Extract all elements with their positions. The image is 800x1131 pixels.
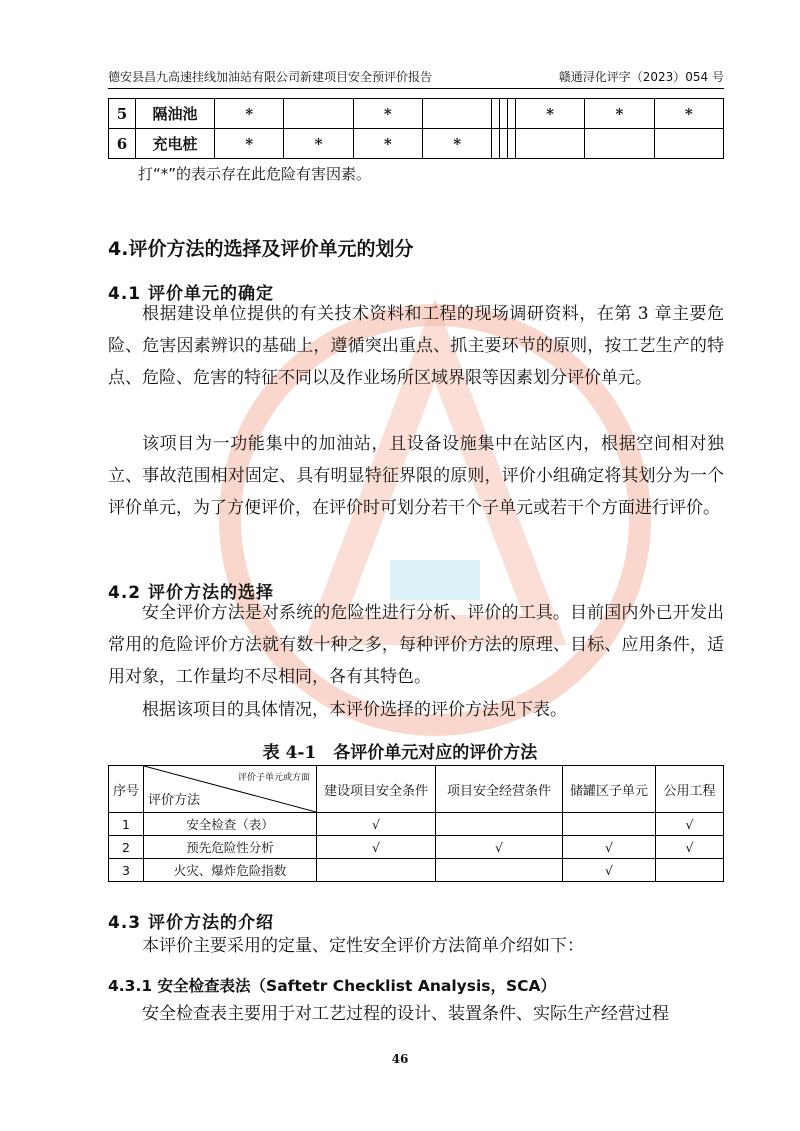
check-cell bbox=[317, 859, 436, 882]
table-row bbox=[109, 813, 724, 836]
table-header-row bbox=[109, 766, 724, 813]
row-method: 安全检查（表） bbox=[144, 813, 317, 836]
column-header: 储罐区子单元 bbox=[563, 766, 656, 813]
check-cell: √ bbox=[317, 813, 436, 836]
section-4-1-title: 4.1 评价单元的确定 bbox=[108, 284, 275, 304]
check-cell bbox=[656, 859, 724, 882]
table-row bbox=[109, 859, 724, 882]
row-number: 5 bbox=[109, 99, 136, 129]
check-cell: √ bbox=[656, 836, 724, 859]
check-cell: √ bbox=[563, 859, 656, 882]
row-method: 预先危险性分析 bbox=[144, 836, 317, 859]
section-4-title: 4.评价方法的选择及评价单元的划分 bbox=[108, 238, 414, 260]
check-cell bbox=[436, 859, 563, 882]
row-number: 1 bbox=[109, 813, 144, 836]
column-header-seq: 序号 bbox=[109, 766, 144, 813]
hazard-cell: * bbox=[423, 129, 492, 159]
table-row bbox=[109, 99, 724, 129]
page-header bbox=[108, 70, 724, 89]
table-row bbox=[109, 836, 724, 859]
diagonal-top-label: 评价子单元或方面 bbox=[237, 773, 310, 783]
row-method: 火灾、爆炸危险指数 bbox=[144, 859, 317, 882]
section-4-2-paragraph-2: 根据该项目的具体情况，本评价选择的评价方法见下表。 bbox=[142, 700, 567, 720]
section-4-2-title: 4.2 评价方法的选择 bbox=[108, 583, 275, 603]
evaluation-method-table bbox=[108, 765, 724, 882]
hazard-cell: * bbox=[515, 99, 584, 129]
hazard-cell bbox=[508, 99, 516, 129]
header-report-title: 德安县昌九高速挂线加油站有限公司新建项目安全预评价报告 bbox=[108, 70, 433, 84]
hazard-cell bbox=[492, 129, 500, 159]
hazard-cell bbox=[654, 129, 723, 159]
hazard-cell: * bbox=[284, 129, 353, 159]
hazard-cell bbox=[284, 99, 353, 129]
hazard-cell: * bbox=[654, 99, 723, 129]
section-4-1-paragraph-1: 根据建设单位提供的有关技术资料和工程的现场调研资料，在第 3 章主要危险、危害因素辨识的基础上，遵循突出重点、抓主要环节的原则，按工艺生产的特点、危险、危害的特征不同以及作业场所区域界限等因素划分评价单元。 bbox=[108, 304, 724, 388]
row-name: 隔油池 bbox=[136, 99, 215, 129]
hazard-cell bbox=[500, 99, 508, 129]
check-cell bbox=[563, 813, 656, 836]
hazard-cell bbox=[423, 99, 492, 129]
row-name: 充电桩 bbox=[136, 129, 215, 159]
hazard-cell: * bbox=[353, 99, 422, 129]
section-4-3-paragraph-1: 本评价主要采用的定量、定性安全评价方法简单介绍如下： bbox=[142, 936, 584, 956]
table-row bbox=[109, 129, 724, 159]
column-header: 项目安全经营条件 bbox=[436, 766, 563, 813]
hazard-cell bbox=[585, 129, 654, 159]
hazard-cell bbox=[500, 129, 508, 159]
header-report-number: 赣通浔化评字（2023）054 号 bbox=[558, 70, 724, 84]
hazard-cell: * bbox=[353, 129, 422, 159]
row-number: 2 bbox=[109, 836, 144, 859]
hazard-cell bbox=[492, 99, 500, 129]
check-cell: √ bbox=[656, 813, 724, 836]
hazard-factor-table bbox=[108, 98, 724, 159]
section-4-2-paragraph-1: 安全评价方法是对系统的危险性进行分析、评价的工具。目前国内外已开发出常用的危险评价方法就有数十种之多，每种评价方法的原理、目标、应用条件，适用对象，工作量均不尽相同，各有其特色。 bbox=[108, 603, 724, 687]
hazard-cell: * bbox=[215, 129, 284, 159]
page-number: 46 bbox=[391, 1052, 409, 1066]
table-note: 打“*”的表示存在此危险有害因素。 bbox=[138, 165, 372, 183]
diagonal-bottom-label: 评价方法 bbox=[148, 793, 201, 808]
section-4-3-1-title: 4.3.1 安全检查表法（Saftetr Checklist Analysis，SCA） bbox=[108, 977, 557, 995]
column-header-diagonal bbox=[144, 766, 317, 813]
row-number: 6 bbox=[109, 129, 136, 159]
hazard-cell: * bbox=[215, 99, 284, 129]
check-cell bbox=[436, 813, 563, 836]
check-cell: √ bbox=[436, 836, 563, 859]
section-4-3-title: 4.3 评价方法的介绍 bbox=[108, 913, 275, 933]
hazard-cell bbox=[515, 129, 584, 159]
check-cell: √ bbox=[563, 836, 656, 859]
column-header: 公用工程 bbox=[656, 766, 724, 813]
section-4-3-1-paragraph-1: 安全检查表主要用于对工艺过程的设计、装置条件、实际生产经营过程 bbox=[142, 1004, 669, 1024]
check-cell: √ bbox=[317, 836, 436, 859]
table-caption: 表 4-1 各评价单元对应的评价方法 bbox=[262, 743, 538, 763]
hazard-cell: * bbox=[585, 99, 654, 129]
hazard-cell bbox=[508, 129, 516, 159]
row-number: 3 bbox=[109, 859, 144, 882]
column-header: 建设项目安全条件 bbox=[317, 766, 436, 813]
section-4-1-paragraph-2: 该项目为一功能集中的加油站，且设备设施集中在站区内，根据空间相对独立、事故范围相对固定、具有明显特征界限的原则，评价小组确定将其划分为一个评价单元，为了方便评价，在评价时可划分若干个子单元或若干个方面进行评价。 bbox=[108, 434, 724, 518]
